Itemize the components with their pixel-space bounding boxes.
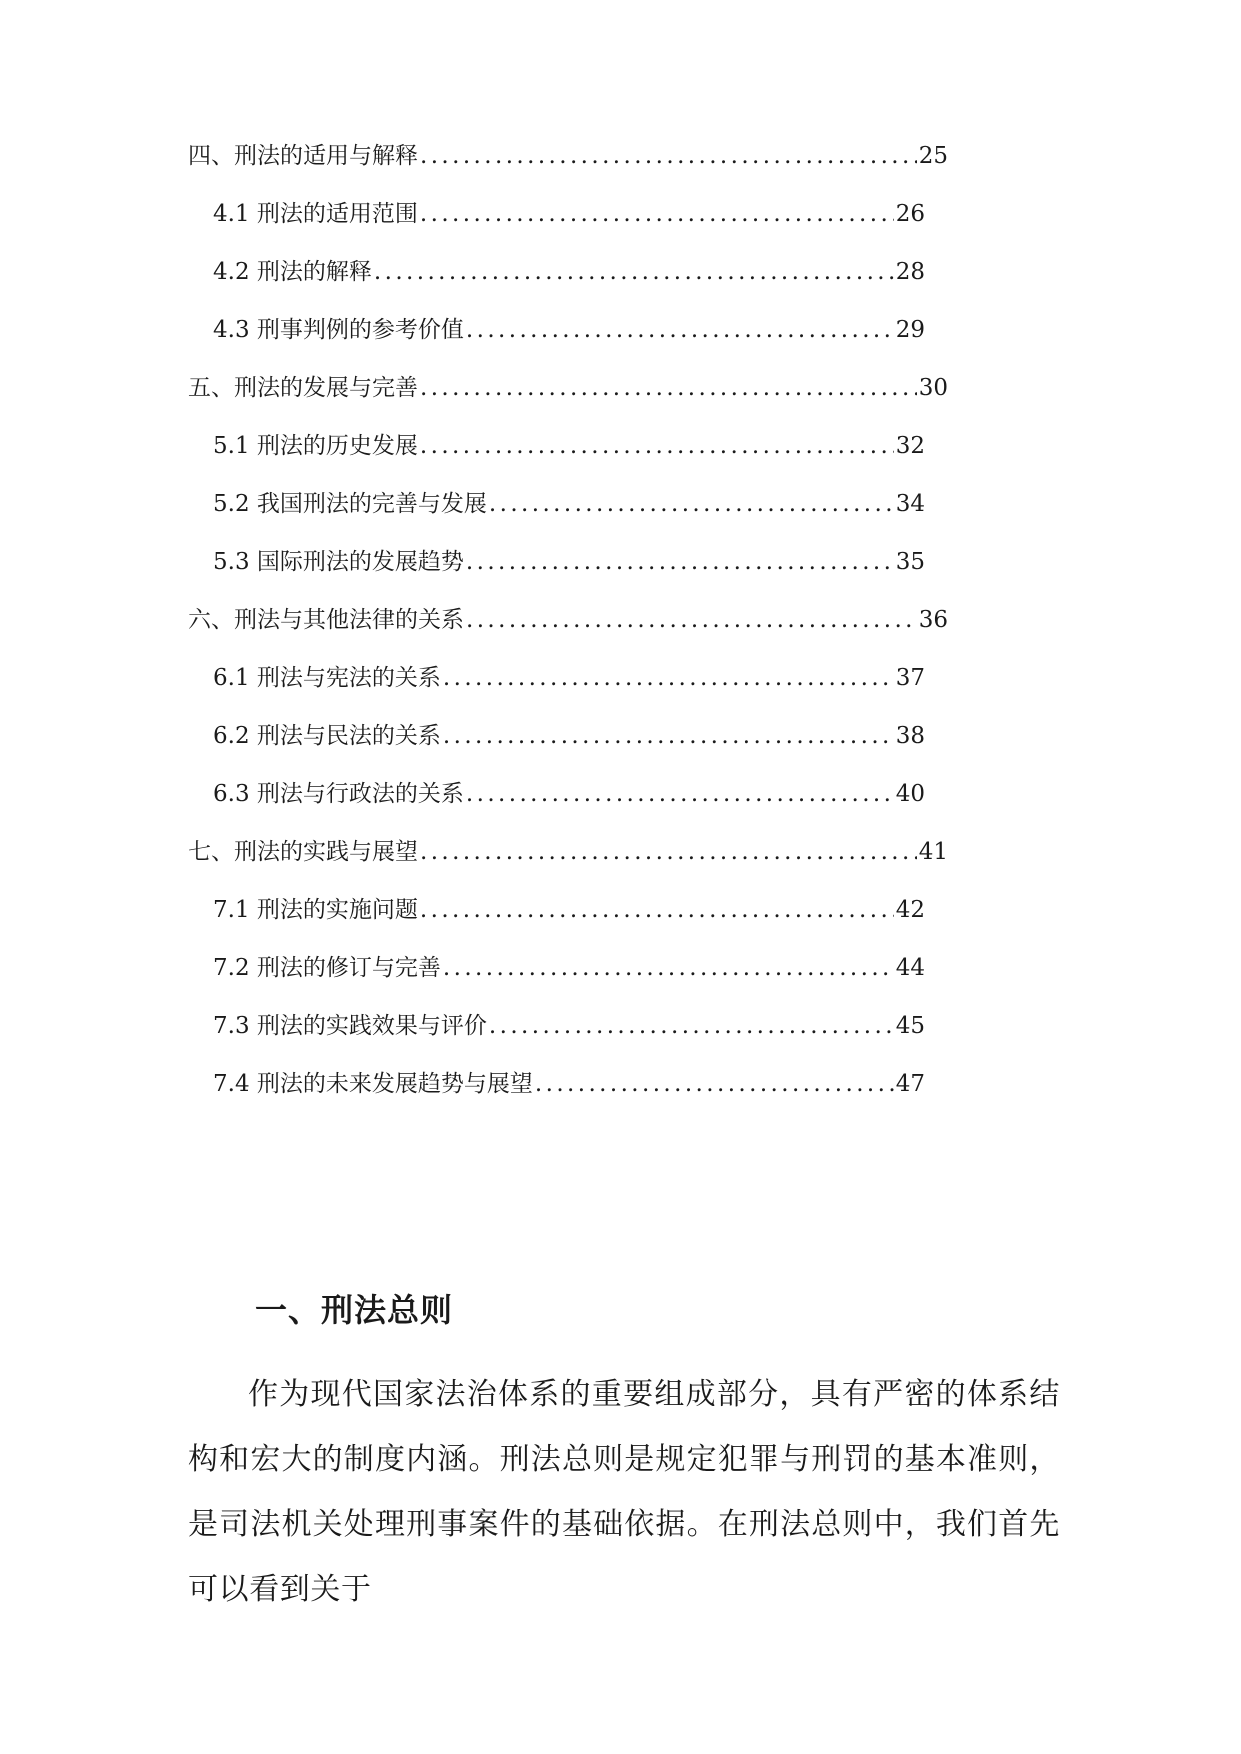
toc-subsection-entry[interactable] [213, 774, 925, 814]
toc-page-number: 36 [918, 607, 948, 633]
toc-dot-leader [443, 948, 894, 988]
toc-page-number: 42 [895, 897, 925, 923]
toc-page-number: 25 [918, 143, 948, 169]
toc-page-number: 26 [895, 201, 925, 227]
toc-subsection-entry[interactable] [213, 542, 925, 582]
toc-chapter-entry[interactable] [188, 600, 948, 640]
toc-dot-leader [420, 368, 917, 408]
toc-page-number: 32 [895, 433, 925, 459]
toc-entry-title: 六、刑法与其他法律的关系 [188, 607, 464, 633]
toc-entry-title: 6.1 刑法与宪法的关系 [213, 665, 441, 691]
toc-entry-title: 四、刑法的适用与解释 [188, 143, 418, 169]
toc-dot-leader [420, 832, 917, 872]
section-heading: 一、刑法总则 [255, 1291, 454, 1329]
toc-entry-title: 7.3 刑法的实践效果与评价 [213, 1013, 487, 1039]
toc-page-number: 29 [895, 317, 925, 343]
toc-dot-leader [420, 136, 917, 176]
toc-page-number: 34 [895, 491, 925, 517]
toc-page-number: 38 [895, 723, 925, 749]
toc-page-number: 45 [895, 1013, 925, 1039]
toc-entry-title: 7.2 刑法的修订与完善 [213, 955, 441, 981]
section-paragraph: 作为现代国家法治体系的重要组成部分，具有严密的体系结构和宏大的制度内涵。刑法总则是规定犯罪与刑罚的基本准则，是司法机关处理刑事案件的基础依据。在刑法总则中，我们首先可以看到关于 [188, 1377, 1060, 1607]
toc-page-number: 28 [895, 259, 925, 285]
toc-dot-leader [466, 600, 917, 640]
toc-entry-title: 4.1 刑法的适用范围 [213, 201, 418, 227]
toc-subsection-entry[interactable] [213, 948, 925, 988]
toc-page-number: 30 [918, 375, 948, 401]
toc-dot-leader [374, 252, 894, 292]
toc-dot-leader [443, 716, 894, 756]
toc-subsection-entry[interactable] [213, 658, 925, 698]
toc-dot-leader [489, 484, 894, 524]
toc-entry-title: 5.1 刑法的历史发展 [213, 433, 418, 459]
toc-dot-leader [443, 658, 894, 698]
toc-dot-leader [466, 774, 894, 814]
toc-chapter-entry[interactable] [188, 368, 948, 408]
toc-dot-leader [466, 310, 894, 350]
toc-dot-leader [420, 194, 894, 234]
toc-page-number: 40 [895, 781, 925, 807]
toc-entry-title: 7.4 刑法的未来发展趋势与展望 [213, 1071, 533, 1097]
toc-entry-title: 6.3 刑法与行政法的关系 [213, 781, 464, 807]
toc-entry-title: 4.3 刑事判例的参考价值 [213, 317, 464, 343]
toc-dot-leader [466, 542, 894, 582]
toc-entry-title: 5.2 我国刑法的完善与发展 [213, 491, 487, 517]
toc-page-number: 35 [895, 549, 925, 575]
toc-page-number: 47 [895, 1071, 925, 1097]
toc-entry-title: 七、刑法的实践与展望 [188, 839, 418, 865]
toc-subsection-entry[interactable] [213, 252, 925, 292]
toc-dot-leader [420, 890, 894, 930]
toc-subsection-entry[interactable] [213, 484, 925, 524]
toc-page-number: 41 [918, 839, 948, 865]
toc-subsection-entry[interactable] [213, 716, 925, 756]
toc-subsection-entry[interactable] [213, 890, 925, 930]
toc-chapter-entry[interactable] [188, 136, 948, 176]
toc-entry-title: 5.3 国际刑法的发展趋势 [213, 549, 464, 575]
toc-entry-title: 五、刑法的发展与完善 [188, 375, 418, 401]
toc-dot-leader [420, 426, 894, 466]
toc-dot-leader [535, 1064, 894, 1104]
toc-entry-title: 4.2 刑法的解释 [213, 259, 372, 285]
toc-subsection-entry[interactable] [213, 426, 925, 466]
toc-page-number: 37 [895, 665, 925, 691]
toc-subsection-entry[interactable] [213, 1006, 925, 1046]
toc-entry-title: 6.2 刑法与民法的关系 [213, 723, 441, 749]
toc-subsection-entry[interactable] [213, 1064, 925, 1104]
toc-chapter-entry[interactable] [188, 832, 948, 872]
toc-page-number: 44 [895, 955, 925, 981]
toc-subsection-entry[interactable] [213, 194, 925, 234]
toc-entry-title: 7.1 刑法的实施问题 [213, 897, 418, 923]
toc-subsection-entry[interactable] [213, 310, 925, 350]
toc-dot-leader [489, 1006, 894, 1046]
